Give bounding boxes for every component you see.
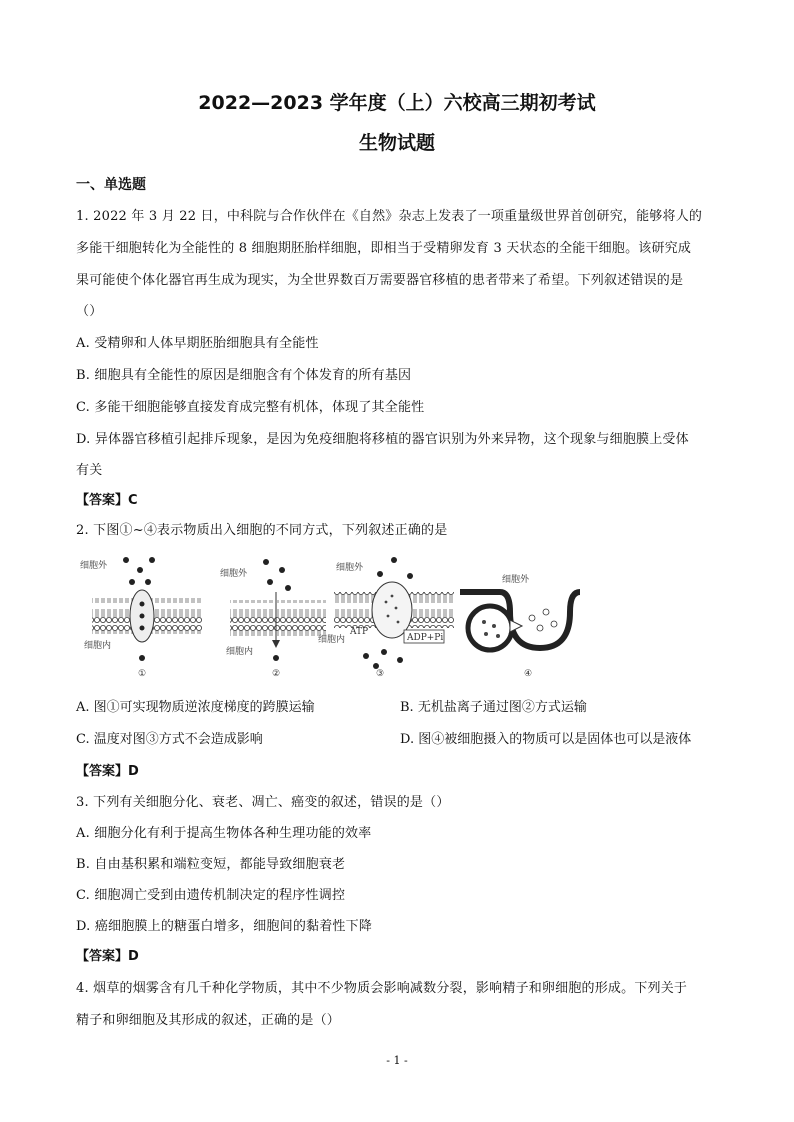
panel3-outside-label: 细胞外: [336, 563, 364, 573]
figure-panel-3: [318, 557, 454, 679]
panel3-inside-label: 细胞内: [318, 635, 346, 645]
figure-panel-1: [80, 557, 202, 679]
panel2-outside-label: 细胞外: [220, 569, 248, 579]
q2-option-c: C. 温度对图③方式不会造成影响: [76, 732, 263, 747]
q2-option-b: B. 无机盐离子通过图②方式运输: [400, 700, 587, 715]
exam-title: 2022—2023 学年度（上）六校高三期初考试: [198, 92, 596, 114]
panel3-adp-label: ADP+Pi: [407, 633, 444, 643]
q1-option-d-line-1: D. 异体器官移植引起排斥现象，是因为免疫细胞将移植的器官识别为外来异物，这个现象与细胞膜上受体: [76, 432, 689, 447]
q1-option-c: C. 多能干细胞能够直接发育成完整有机体，体现了其全能性: [76, 400, 425, 415]
q1-option-a: A. 受精卵和人体早期胚胎细胞具有全能性: [76, 336, 319, 351]
q2-option-a: A. 图①可实现物质逆浓度梯度的跨膜运输: [76, 700, 315, 715]
q1-stem-line-4: （）: [76, 304, 103, 319]
exam-subtitle: 生物试题: [358, 132, 435, 154]
q4-stem-line-2: 精子和卵细胞及其形成的叙述，正确的是（）: [76, 1013, 341, 1028]
q4-stem-line-1: 4. 烟草的烟雾含有几千种化学物质，其中不少物质会影响减数分裂，影响精子和卵细胞的形成。下列关于: [76, 981, 688, 996]
membrane-transport-figure: [70, 552, 590, 682]
panel4-vesicle: [468, 606, 512, 650]
q3-option-c: C. 细胞凋亡受到由遗传机制决定的程序性调控: [76, 888, 346, 903]
panel3-number: ③: [376, 669, 385, 679]
q1-option-d-line-2: 有关: [76, 463, 103, 478]
q3-stem: 3. 下列有关细胞分化、衰老、凋亡、癌变的叙述，错误的是（）: [76, 795, 450, 810]
q2-option-d: D. 图④被细胞摄入的物质可以是固体也可以是液体: [400, 732, 692, 747]
panel4-arrow: [510, 620, 522, 632]
q1-option-b: B. 细胞具有全能性的原因是细胞含有个体发育的所有基因: [76, 368, 412, 383]
panel3-carrier-protein: [372, 582, 412, 638]
figure-panel-4: [460, 573, 580, 679]
q3-option-d: D. 癌细胞膜上的糖蛋白增多，细胞间的黏着性下降: [76, 919, 373, 934]
q3-answer: 【答案】D: [76, 949, 139, 964]
q3-option-b: B. 自由基积累和端粒变短，都能导致细胞衰老: [76, 857, 346, 872]
q3-option-a: A. 细胞分化有利于提高生物体各种生理功能的效率: [76, 826, 372, 841]
panel4-number: ④: [524, 669, 533, 679]
page-number: - 1 -: [386, 1054, 408, 1067]
q2-answer: 【答案】D: [76, 764, 139, 779]
panel2-inside-label: 细胞内: [226, 647, 254, 657]
panel1-molecules-outside: [123, 557, 155, 585]
q1-stem-line-1: 1. 2022 年 3 月 22 日，中科院与合作伙伴在《自然》杂志上发表了一项重量级世界首创研究，能够将人的: [76, 209, 703, 224]
figure-panel-2: [220, 559, 326, 679]
panel2-number: ②: [272, 669, 281, 679]
panel1-number: ①: [138, 669, 147, 679]
panel1-outside-label: 细胞外: [80, 561, 108, 571]
panel4-outside-label: 细胞外: [502, 575, 530, 585]
q2-stem: 2. 下图①~④表示物质出入细胞的不同方式，下列叙述正确的是: [76, 523, 448, 538]
section-heading: 一、单选题: [76, 177, 146, 193]
q1-stem-line-3: 果可能使个体化器官再生成为现实，为全世界数百万需要器官移植的患者带来了希望。下列叙述错误的是: [76, 273, 684, 288]
panel3-atp-label: ATP: [350, 627, 369, 637]
q1-stem-line-2: 多能干细胞转化为全能性的 8 细胞期胚胎样细胞，即相当于受精卵发育 3 天状态的全能干细胞。该研究成: [76, 241, 692, 256]
panel1-inside-label: 细胞内: [84, 641, 112, 651]
q1-answer: 【答案】C: [76, 493, 138, 508]
panel2-membrane: [230, 600, 326, 636]
